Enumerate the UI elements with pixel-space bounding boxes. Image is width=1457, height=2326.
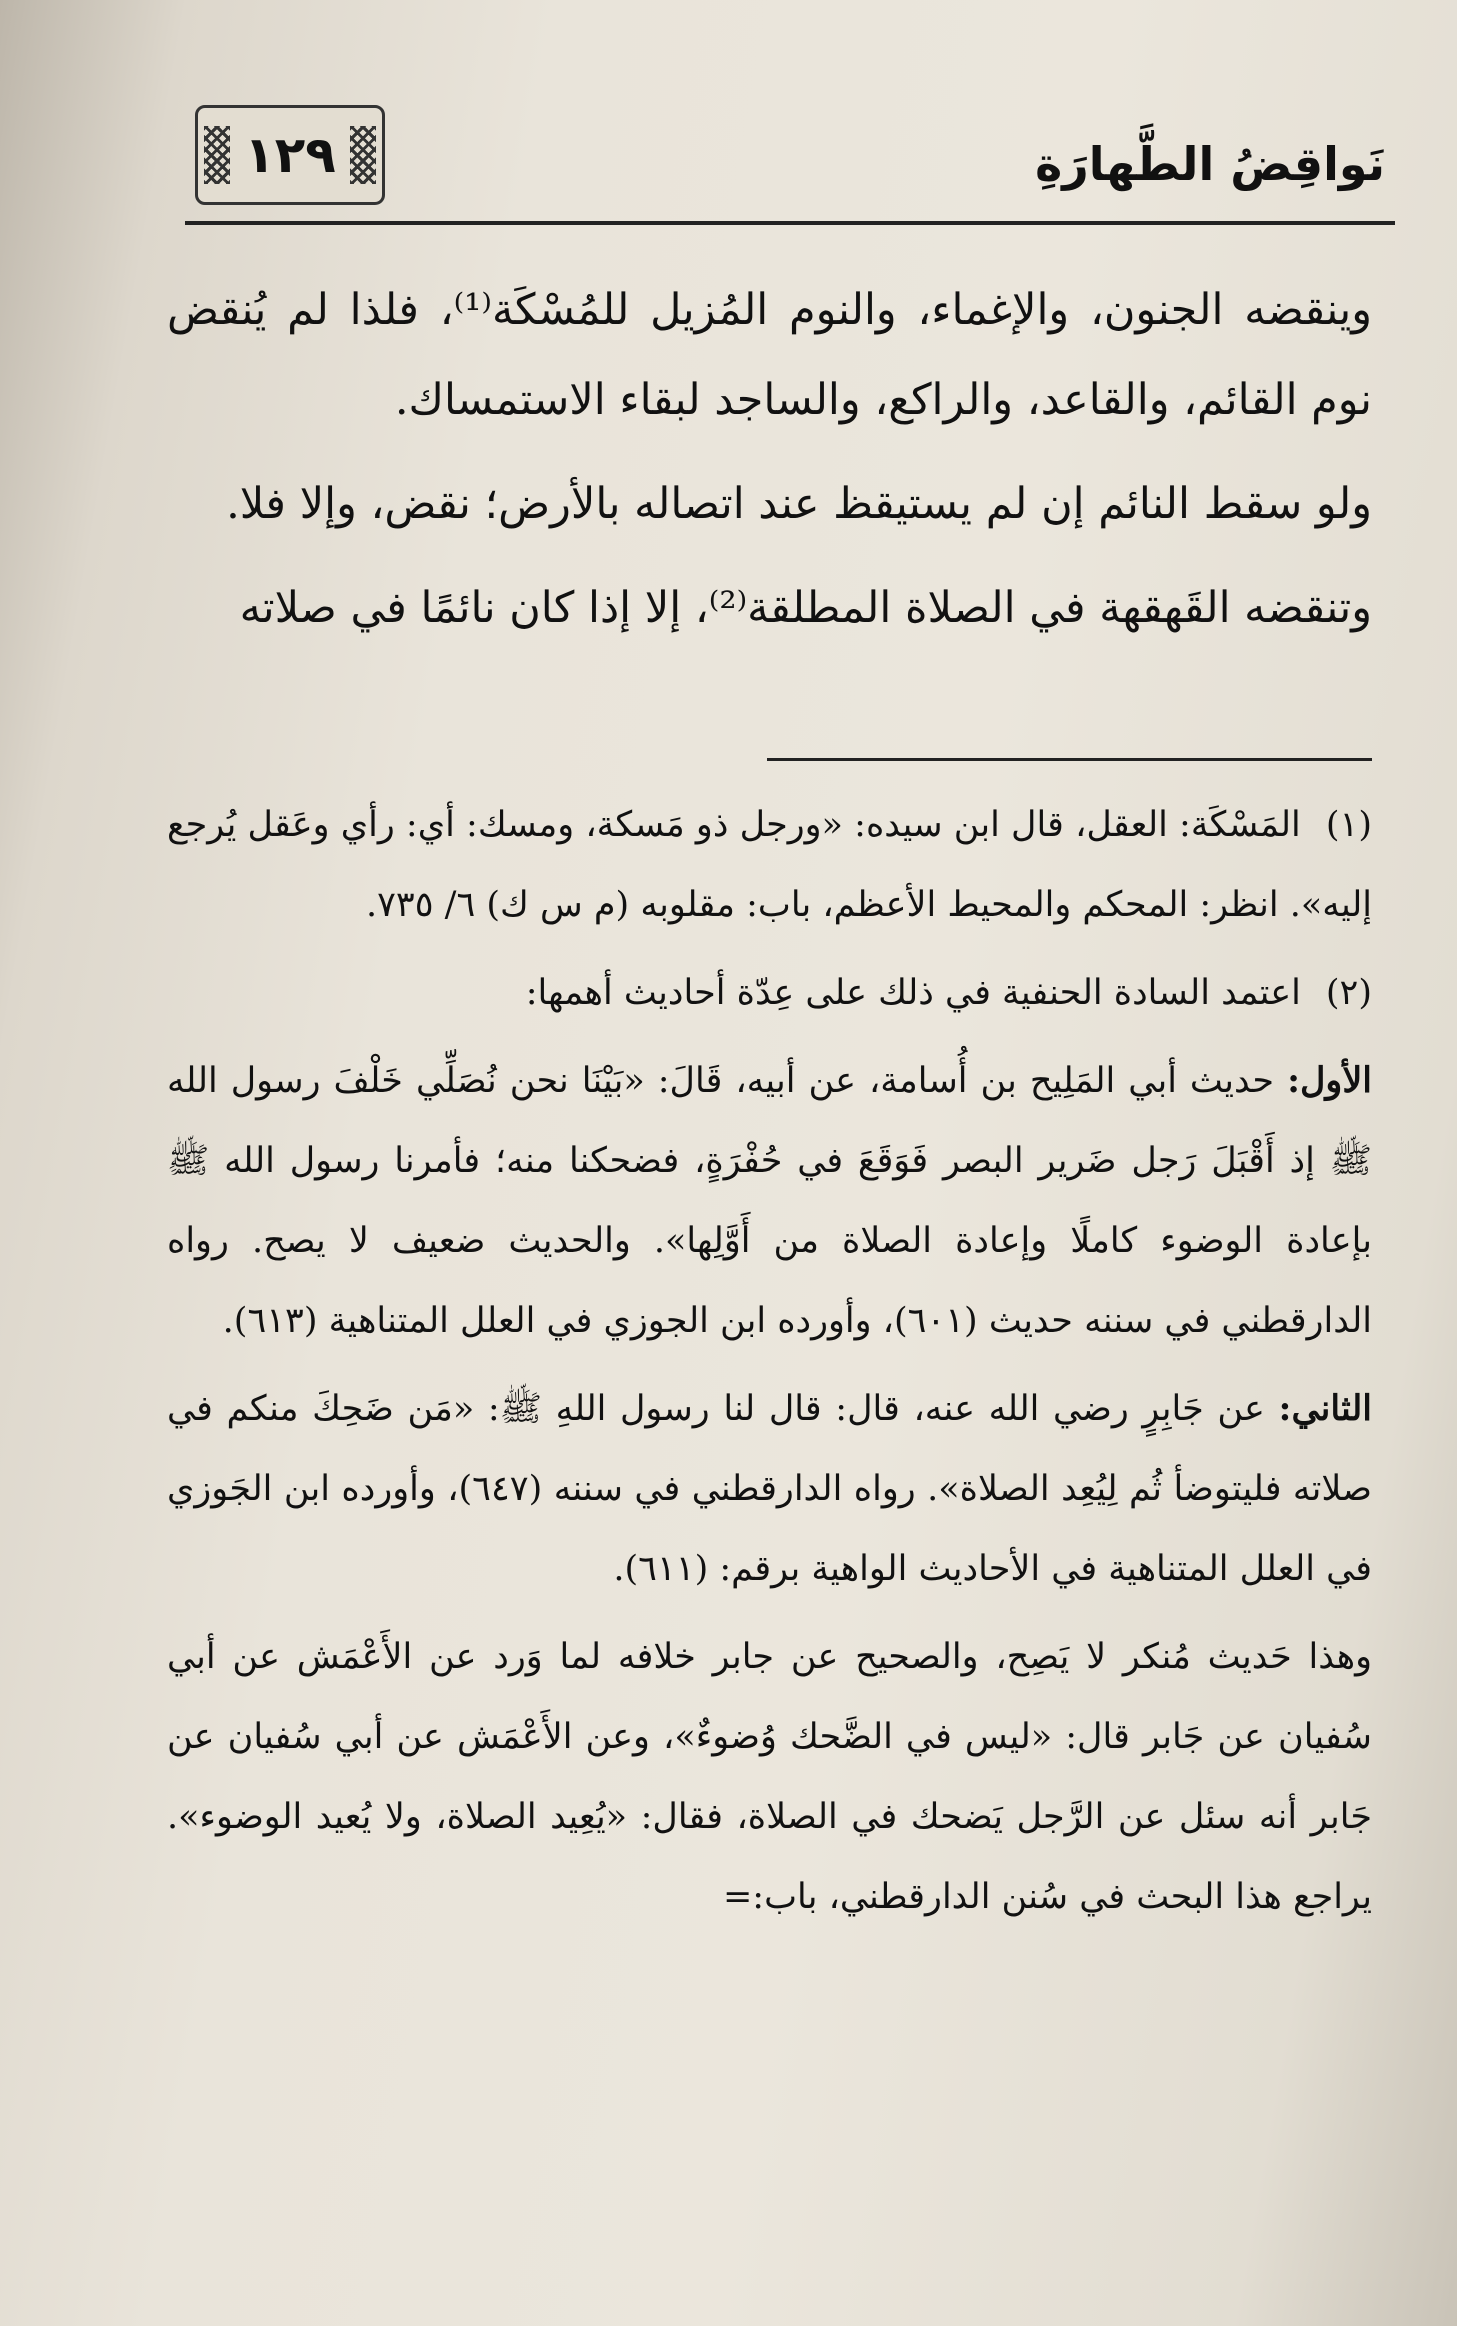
page-number: ١٢٩: [244, 126, 336, 184]
header-rule: [185, 221, 1395, 225]
footnote-1: [167, 785, 1372, 945]
footnote-text: عن جَابِرٍ رضي الله عنه، قال: قال لنا رسول اللهِ ﷺ: «مَن ضَحِكَ منكم في صلاته فليتوضأ ثُم لِيُعِد الصلاة». رواه الدارقطني في سننه (٦٤٧)، وأورده ابن الجَوزي في العلل المتناهية في الأحاديث الواهية برقم: (٦١١).: [167, 1389, 1372, 1589]
footnote-divider: [767, 758, 1372, 761]
footnote-number: (١): [1325, 805, 1372, 845]
footnote-2-third: وهذا حَديث مُنكر لا يَصِح، والصحيح عن جابر خلافه لما وَرد عن الأَعْمَش عن أبي سُفيان عن جَابر قال: «ليس في الضَّحك وُضوءٌ»، وعن الأَعْمَش عن أبي سُفيان عن جَابر أنه سئل عن الرَّجل يَضحك في الصلاة، فقال: «يُعِيد الصلاة، ولا يُعيد الوضوء». يراجع هذا البحث في سُنن الدارقطني، باب:=: [167, 1637, 1372, 1917]
footnote-text: حديث أبي المَلِيح بن أُسامة، عن أبيه، قَالَ: «بَيْنَا نحن نُصَلِّي خَلْفَ رسول الله ﷺ إذ أَقْبَلَ رَجل ضَرير البصر فَوَقَعَ في حُفْرَةٍ، فضحكنا منه؛ فأمرنا رسول الله ﷺ بإعادة الوضوء كاملًا وإعادة الصلاة من أَوَّلِها». والحديث ضعيف لا يصح. رواه الدارقطني في سننه حديث (٦٠١)، وأورده ابن الجوزي في العلل المتناهية (٦١٣).: [167, 1061, 1372, 1341]
footnote-2: [167, 953, 1372, 1033]
running-title: نَواقِضُ الطَّهارَةِ: [1035, 137, 1385, 191]
footnote-2-first: [167, 1041, 1372, 1361]
footnote-number: (٢): [1325, 973, 1372, 1013]
page-number-frame: [195, 105, 385, 205]
footnote-2-second: [167, 1369, 1372, 1609]
footnote-label: الثاني:: [1278, 1388, 1372, 1429]
body-paragraph: ولو سقط النائم إن لم يستيقظ عند اتصاله بالأرض؛ نقض، وإلا فلا.: [226, 479, 1372, 529]
page-header: [185, 95, 1395, 225]
footnotes: [167, 785, 1372, 1945]
footnote-text: اعتمد السادة الحنفية في ذلك على عِدّة أحاديث أهمها:: [525, 973, 1301, 1013]
body-paragraph: وتنقضه القَهقهة في الصلاة المطلقة⁽²⁾، إلا إذا كان نائمًا في صلاته: [239, 583, 1372, 633]
footnote-text: المَسْكَة: العقل، قال ابن سيده: «ورجل ذو مَسكة، ومسك: أي: رأي وعَقل يُرجع إليه». انظر: المحكم والمحيط الأعظم، باب: مقلوبه (م س ك) ٦/ ٧٣٥.: [167, 805, 1372, 925]
main-text: [167, 265, 1372, 667]
footnote-label: الأول:: [1287, 1060, 1372, 1101]
body-paragraph: وينقضه الجنون، والإغماء، والنوم المُزيل للمُسْكَة⁽¹⁾، فلذا لم يُنقض نوم القائم، والقاعد، والراكع، والساجد لبقاء الاستمساك.: [167, 285, 1372, 425]
